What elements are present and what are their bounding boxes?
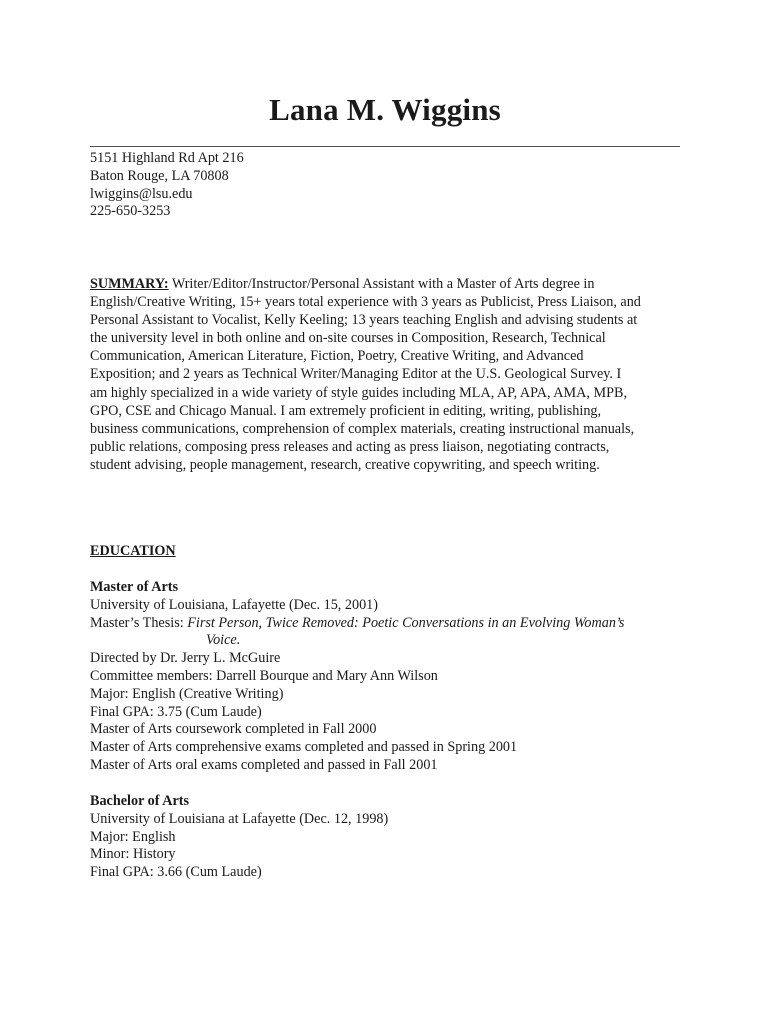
summary-line: business communications, comprehension of complex materials, creating instructional manuals,	[90, 420, 635, 437]
comprehensive-exam-note: Master of Arts comprehensive exams completed and passed in Spring 2001	[90, 739, 518, 756]
coursework-note: Master of Arts coursework completed in Fall 2000	[90, 721, 377, 738]
summary-line: student advising, people management, research, creative copywriting, and speech writing.	[90, 456, 600, 473]
header-divider	[90, 146, 680, 147]
summary-line: Exposition; and 2 years as Technical Writer/Managing Editor at the U.S. Geological Survey. I	[90, 366, 622, 383]
contact-block	[90, 150, 244, 221]
summary-line: public relations, composing press releases and acting as press liaison, negotiating contracts,	[90, 438, 610, 455]
summary-line: GPO, CSE and Chicago Manual. I am extremely proficient in editing, writing, publishing,	[90, 402, 602, 419]
degree-gpa: Final GPA: 3.66 (Cum Laude)	[90, 864, 262, 881]
degree-major: Major: English (Creative Writing)	[90, 685, 284, 702]
bachelors-degree	[90, 793, 680, 882]
thesis-label: Master’s Thesis:	[90, 614, 188, 631]
address-line-2: Baton Rouge, LA 70808	[90, 167, 229, 184]
summary-line: am highly specialized in a wide variety of style guides including MLA, AP, APA, AMA, MPB,	[90, 384, 627, 401]
summary-text: Writer/Editor/Instructor/Personal Assistant with a Master of Arts degree in	[171, 276, 595, 292]
thesis-committee: Committee members: Darrell Bourque and Mary Ann Wilson	[90, 667, 438, 684]
oral-exam-note: Master of Arts oral exams completed and passed in Fall 2001	[90, 756, 438, 773]
thesis-title-continued: Voice.	[206, 632, 241, 649]
thesis-title: First Person, Twice Removed: Poetic Conversations in an Evolving Woman’s	[187, 614, 625, 631]
email-address: lwiggins@lsu.edu	[90, 185, 193, 202]
phone-number: 225-650-3253	[90, 203, 171, 220]
applicant-name: Lana M. Wiggins	[269, 92, 501, 127]
summary-line: the university level in both online and on-site courses in Composition, Research, Technical	[90, 330, 606, 347]
degree-school: University of Louisiana, Lafayette (Dec. 15, 2001)	[90, 596, 378, 613]
summary-line: Personal Assistant to Vocalist, Kelly Keeling; 13 years teaching English and advising students at	[90, 312, 638, 329]
thesis-line	[90, 615, 680, 633]
degree-school: University of Louisiana at Lafayette (Dec. 12, 1998)	[90, 810, 389, 827]
summary-label: SUMMARY:	[90, 276, 169, 292]
address-line-1: 5151 Highland Rd Apt 216	[90, 150, 244, 166]
summary-line	[90, 275, 680, 293]
summary-section	[90, 275, 680, 474]
degree-title: Bachelor of Arts	[90, 793, 190, 809]
degree-major: Major: English	[90, 828, 176, 845]
education-heading: EDUCATION	[90, 543, 176, 559]
degree-minor: Minor: History	[90, 846, 176, 863]
summary-line: Communication, American Literature, Fiction, Poetry, Creative Writing, and Advanced	[90, 348, 584, 365]
degree-gpa: Final GPA: 3.75 (Cum Laude)	[90, 703, 262, 720]
degree-title: Master of Arts	[90, 579, 178, 595]
thesis-director: Directed by Dr. Jerry L. McGuire	[90, 650, 281, 667]
summary-line: English/Creative Writing, 15+ years total experience with 3 years as Publicist, Press Liaison, and	[90, 294, 641, 311]
masters-degree	[90, 579, 680, 775]
